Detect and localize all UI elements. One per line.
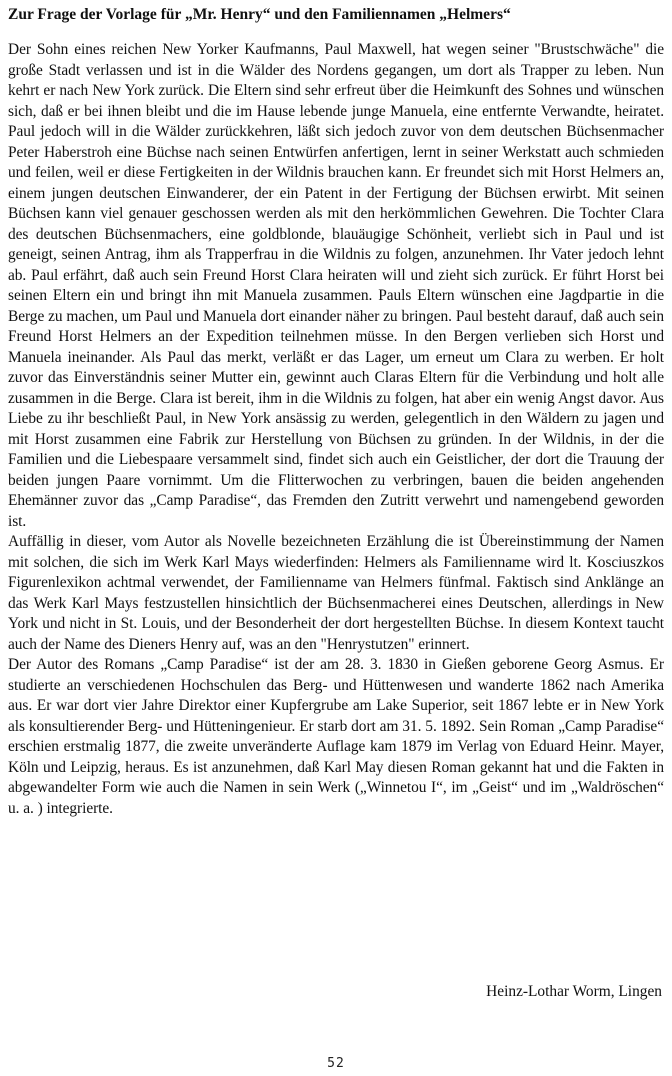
paragraph-plot-summary: Der Sohn eines reichen New Yorker Kaufmanns, Paul Maxwell, hat wegen seiner "Brustschwäche" die große Stadt verlassen und ist in die Wälder des Nordens gegangen, um dort als Trapper zu leben. Nun kehrt er nach New York zurück. Die Eltern sind sehr erfreut über die Heimkunft des Sohnes und wünschen sich, daß er bei ihnen bleibt und die im Hause lebende junge Manuela, eine entfernte Verwandte, heiratet. Paul jedoch will in die Wälder zurückkehren, läßt sich jedoch zuvor von dem deutschen Büchsenmacher Peter Haberstroh eine Büchse nach seinen Entwürfen anfertigen, lernt in seiner Werkstatt auch schmieden und feilen, weil er diese Fertigkeiten in der Wildnis brauchen kann. Er freundet sich mit Horst Helmers an, einem jungen deutschen Einwanderer, der ein Patent in der Fertigung der Büchsen erwirbt. Mit seinen Büchsen kann viel genauer geschossen werden als mit den herkömmlichen Gewehren. Die Tochter Clara des deutschen Büchsenmachers, eine goldblonde, blauäugige Schönheit, verliebt sich in Paul und ist geneigt, seinen Antrag, ihm als Trapperfrau in die Wildnis zu folgen, anzunehmen. Ihr Vater jedoch lehnt ab. Paul erfährt, daß auch sein Freund Horst Clara heiraten will und zieht sich zurück. Er führt Horst bei seinen Eltern ein und bringt ihn mit Manuela zusammen. Pauls Eltern wünschen eine Jagdpartie in die Berge zu machen, um Paul und Manuela dort einander näher zu bringen. Paul besteht darauf, daß auch sein Freund Horst Helmers an der Expedition teilnehmen müsse. In den Bergen verlieben sich Horst und Manuela ineinander. Als Paul das merkt, verläßt er das Lager, um erneut um Clara zu werben. Er holt zuvor das Einverständnis seiner Mutter ein, gewinnt auch Claras Eltern für die Verbindung und holt alle zusammen in die Berge. Clara ist bereit, ihm in die Wildnis zu folgen, hat aber ein wenig Angst davor. Aus Liebe zu ihr beschließt Paul, in New York ansässig zu werden, gelegentlich in den Wäldern zu jagen und mit Horst zusammen eine Fabrik zur Herstellung von Büchsen zu gründen. In der Wildnis, in der die Familien und die Liebespaare versammelt sind, findet sich auch ein Geistlicher, der dort die Trauung der beiden jungen Paare vornimmt. Um die Flitterwochen zu verbringen, bauen die beiden angehenden Ehemänner zuvor das „Camp Paradise“, das Fremden den Zutritt verwehrt und namengebend geworden ist. (8, 41, 664, 530)
paragraph-name-similarities: Auffällig in dieser, vom Autor als Novelle bezeichneten Erzählung die ist Übereinstimmung der Namen mit solchen, die sich im Werk Karl Mays wiederfinden: Helmers als Familienname wird lt. Kosciuszkos Figurenlexikon achtmal verwendet, der Familienname van Helmers fünfmal. Faktisch sind Anklänge an das Werk Karl Mays festzustellen hinsichtlich der Büchsenmacherei eines Deutschen, allerdings in New York und nicht in St. Louis, und der Besonderheit der dort hergestellten Büchse. In diesem Kontext taucht auch der Name des Dieners Henry auf, was an den "Henrystutzen" erinnert. (8, 533, 664, 653)
page-number: 52 (327, 1056, 345, 1071)
author-signature: Heinz-Lothar Worm, Lingen (486, 983, 662, 1000)
paragraph-author-biography: Der Autor des Romans „Camp Paradise“ ist der am 28. 3. 1830 in Gießen geborene Georg Asmus. Er studierte an verschiedenen Hochschulen das Berg- und Hüttenwesen und wanderte 1862 nach Amerika aus. Er war dort vier Jahre Direktor einer Kupfergrube am Lake Superior, seit 1867 lebte er in New York als konsultierender Berg- und Hütteningenieur. Er starb dort am 31. 5. 1892. Sein Roman „Camp Paradise“ erschien erstmalig 1877, die zweite unveränderte Auflage kam 1879 im Verlag von Eduard Heinr. Mayer, Köln und Leipzig, heraus. Es ist anzunehmen, daß Karl May diesen Roman gekannt hat und die Fakten in abgewandelter Form wie auch die Namen in sein Werk („Winnetou I“, im „Geist“ und im „Waldröschen“ u. a. ) integrierte. (8, 656, 664, 817)
article-title: Zur Frage der Vorlage für „Mr. Henry“ und den Familiennamen „Helmers“ (8, 6, 511, 23)
article-body (8, 40, 664, 819)
